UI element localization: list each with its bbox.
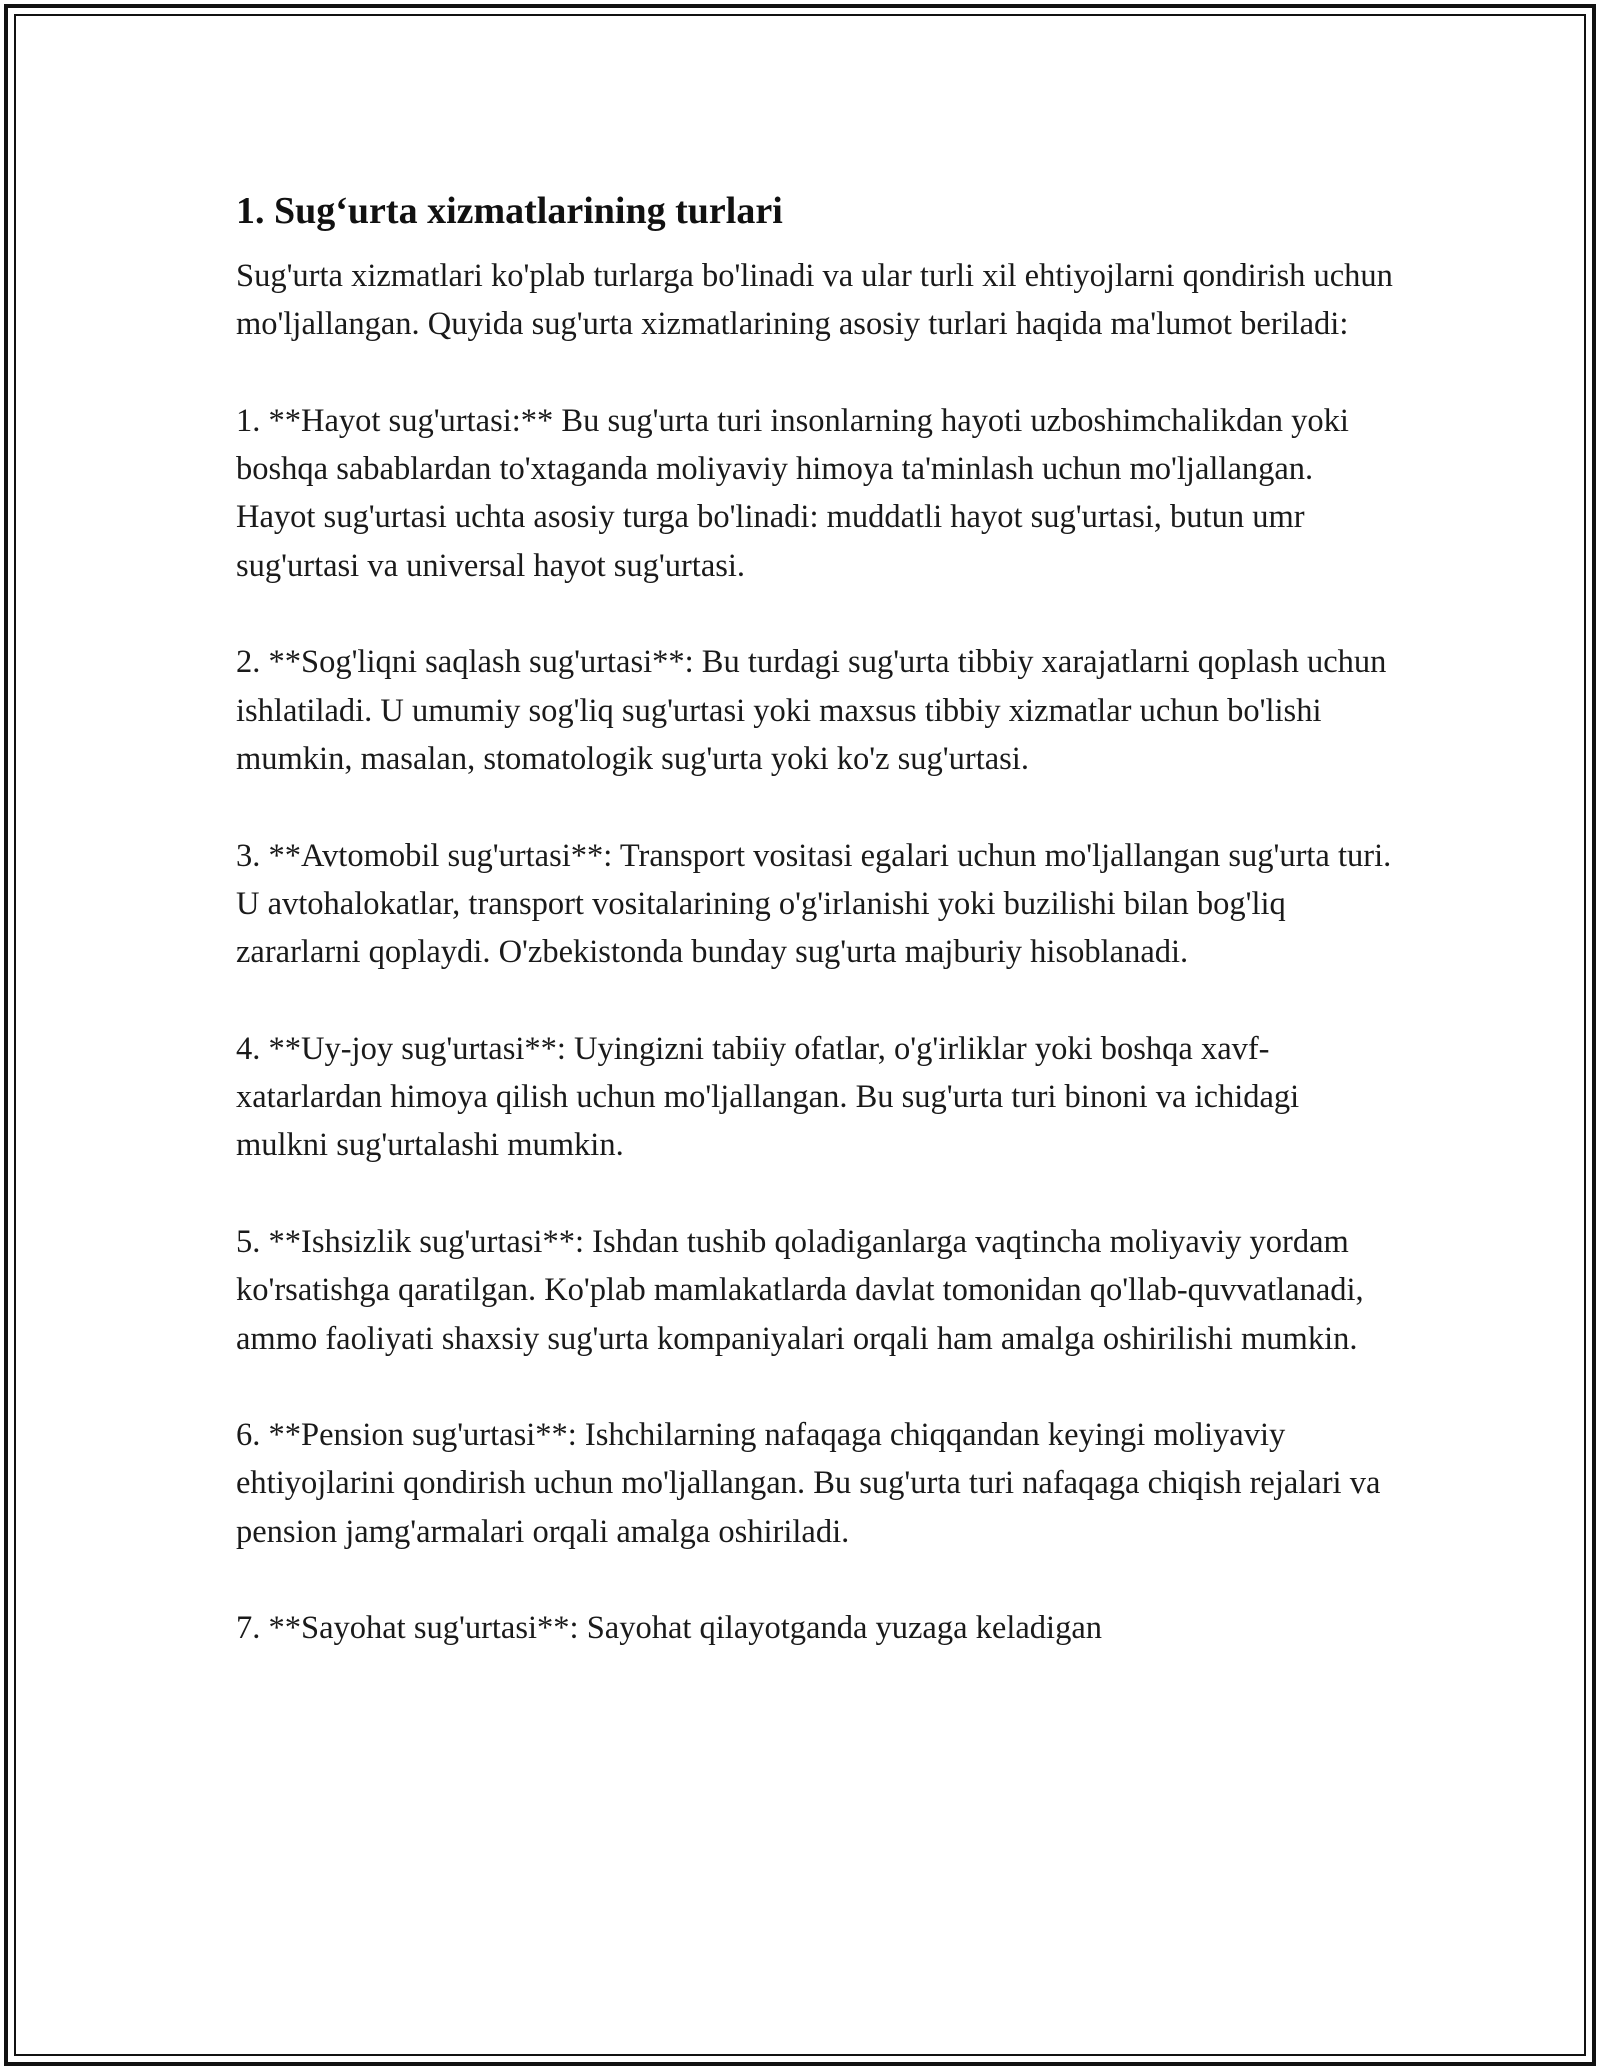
section-heading: 1. Sug‘urta xizmatlarining turlari (236, 190, 783, 232)
health-insurance-paragraph: 2. **Sog'liqni saqlash sug'urtasi**: Bu turdagi sug'urta tibbiy xarajatlarni qoplash uchun ishlatiladi. U umumiy sog'liq sug'urtasi yoki maxsus tibbiy xizmatlar uchun bo'lishi mumkin, masalan, stomatologik sug'urta yoki ko'z sug'urtasi. (236, 644, 1387, 777)
auto-insurance-paragraph: 3. **Avtomobil sug'urtasi**: Transport vositasi egalari uchun mo'ljallangan sug'urta turi. U avtohalokatlar, transport vositalarining o'g'irlanishi yoki buzilishi bilan bog'liq zararlarni qoplaydi. O'zbekistonda bunday sug'urta majburiy hisoblanadi. (236, 837, 1392, 971)
document-body (236, 186, 1396, 1701)
pension-insurance-paragraph: 6. **Pension sug'urtasi**: Ishchilarning nafaqaga chiqqandan keyingi moliyaviy ehtiyojlarini qondirish uchun mo'ljallangan. Bu sug'urta turi nafaqaga chiqish rejalari va pension jamg'armalari orqali amalga oshiriladi. (236, 1417, 1381, 1550)
unemployment-insurance-paragraph: 5. **Ishsizlik sug'urtasi**: Ishdan tushib qoladiganlarga vaqtincha moliyaviy yordam ko'rsatishga qaratilgan. Ko'plab mamlakatlarda davlat tomonidan qo'llab-quvvatlanadi, ammo faoliyati shaxsiy sug'urta kompaniyalari orqali ham amalga oshirilishi mumkin. (236, 1223, 1364, 1357)
home-insurance-paragraph: 4. **Uy-joy sug'urtasi**: Uyingizni tabiiy ofatlar, o'g'irliklar yoki boshqa xavf-xatarlardan himoya qilish uchun mo'ljallangan. Bu sug'urta turi binoni va ichidagi mulkni sug'urtalashi mumkin. (236, 1030, 1300, 1164)
intro-paragraph: Sug'urta xizmatlari ko'plab turlarga bo'linadi va ular turli xil ehtiyojlarni qondirish uchun mo'ljallangan. Quyida sug'urta xizmatlarining asosiy turlari haqida ma'lumot beriladi: (236, 258, 1393, 343)
travel-insurance-paragraph: 7. **Sayohat sug'urtasi**: Sayohat qilayotganda yuzaga keladigan (236, 1610, 1102, 1647)
life-insurance-paragraph: 1. **Hayot sug'urtasi:** Bu sug'urta turi insonlarning hayoti uzboshimchalikdan yoki boshqa sabablardan to'xtaganda moliyaviy himoya ta'minlash uchun mo'ljallangan. Hayot sug'urtasi uchta asosiy turga bo'linadi: muddatli hayot sug'urtasi, butun umr sug'urtasi va universal hayot sug'urtasi. (236, 402, 1349, 584)
